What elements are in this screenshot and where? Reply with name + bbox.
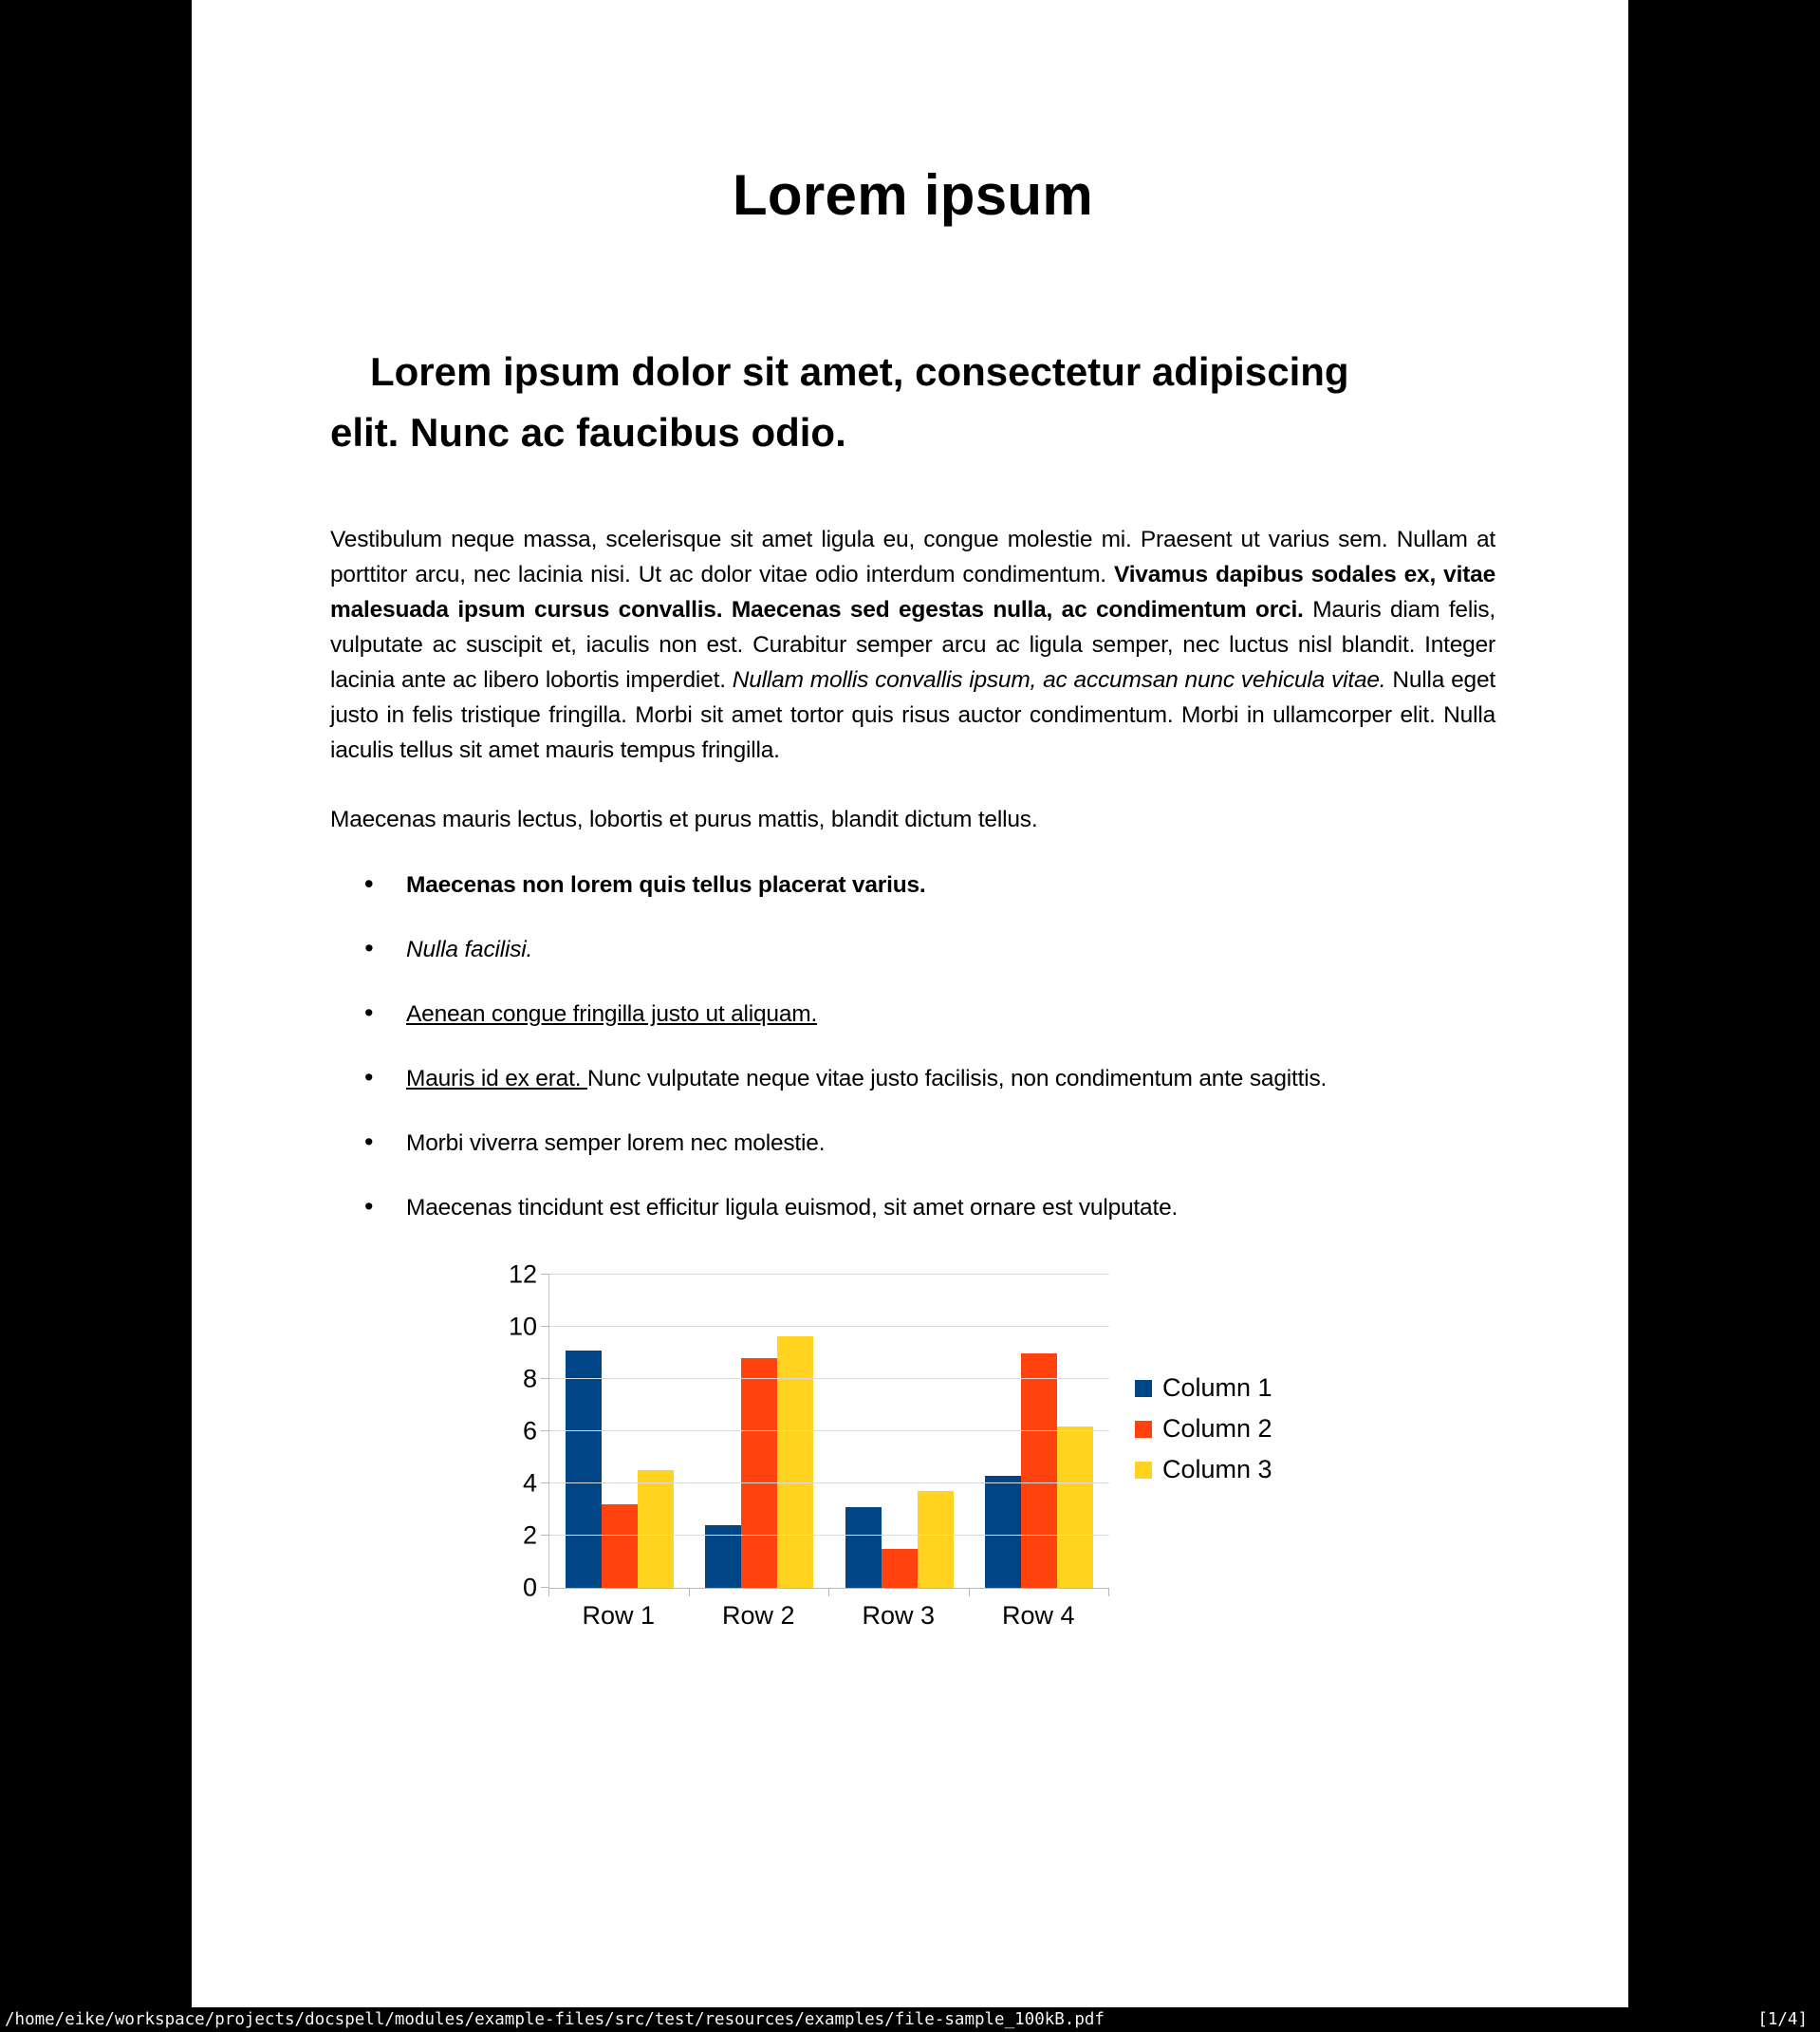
heading-line-2: elit. Nunc ac faucibus odio. bbox=[330, 410, 846, 455]
legend-entry bbox=[1135, 1373, 1272, 1403]
y-tick-mark bbox=[541, 1482, 549, 1483]
gridline bbox=[549, 1535, 1109, 1536]
bar bbox=[985, 1476, 1021, 1588]
bar bbox=[566, 1351, 602, 1588]
x-tick-label: Row 2 bbox=[721, 1601, 795, 1630]
y-tick-label: 8 bbox=[522, 1364, 537, 1393]
bar bbox=[882, 1549, 918, 1588]
x-tick-mark bbox=[548, 1588, 549, 1596]
paragraph-1-text: Nulla eget justo in felis tristique fringilla. Morbi sit amet tortor quis risus auctor condimentum. Morbi in ullamcorper elit. Nulla iaculis tellus sit amet mauris tempus fringilla. bbox=[330, 667, 1496, 763]
bar bbox=[741, 1358, 777, 1588]
y-tick-label: 4 bbox=[522, 1468, 537, 1498]
list-item bbox=[330, 1190, 1495, 1225]
list-item bbox=[330, 1061, 1495, 1096]
document-heading bbox=[330, 342, 1495, 463]
bullet-text: Maecenas tincidunt est efficitur ligula euismod, sit amet ornare est vulputate. bbox=[406, 1195, 1179, 1221]
y-tick-label: 12 bbox=[508, 1259, 537, 1289]
x-tick-mark bbox=[828, 1588, 829, 1596]
bullet-underlined-text: Aenean congue fringilla justo ut aliquam. bbox=[406, 1001, 818, 1027]
bar-group bbox=[829, 1491, 970, 1588]
legend-entry bbox=[1135, 1455, 1272, 1484]
y-tick-mark bbox=[541, 1535, 549, 1536]
paragraph-1-italic-text: Nullam mollis convallis ipsum, ac accumsan nunc vehicula vitae. bbox=[732, 667, 1393, 693]
legend-swatch bbox=[1135, 1380, 1152, 1397]
bullet-text: Nulla facilisi. bbox=[406, 937, 533, 962]
y-tick-mark bbox=[541, 1274, 549, 1275]
bar bbox=[1021, 1353, 1057, 1589]
y-tick-mark bbox=[541, 1430, 549, 1431]
status-file-path: /home/eike/workspace/projects/docspell/modules/example-files/src/test/resources/examples/file-sample_100kB.pdf bbox=[5, 2010, 1105, 2029]
bar bbox=[845, 1507, 882, 1588]
bullet-text: Maecenas non lorem quis tellus placerat varius. bbox=[406, 872, 926, 898]
bullet-underlined-text: Mauris id ex erat. bbox=[406, 1066, 587, 1091]
chart-bars bbox=[549, 1275, 1109, 1588]
gridline bbox=[549, 1378, 1109, 1379]
page-content bbox=[192, 161, 1628, 1654]
paragraph-1-text: Mauris diam felis, vulputate ac suscipit et, iaculis non est. Curabitur semper arcu ac ligula semper, nec luctus nisl blandit. Integer lacinia ante ac libero lobortis imperdiet. bbox=[330, 597, 1495, 693]
bullet-text: Morbi viverra semper lorem nec molestie. bbox=[406, 1130, 826, 1156]
list-item bbox=[330, 1126, 1495, 1161]
bar-group bbox=[970, 1353, 1110, 1589]
legend-entry bbox=[1135, 1414, 1272, 1444]
paragraph-1-bold-text: Vivamus dapibus sodales ex, vitae malesuada ipsum cursus convallis. Maecenas sed egestas nulla, ac condimentum orci. bbox=[330, 562, 1495, 623]
x-tick-mark bbox=[969, 1588, 970, 1596]
legend-swatch bbox=[1135, 1421, 1152, 1438]
bar-chart bbox=[501, 1259, 1308, 1654]
viewer-status-bar bbox=[0, 2007, 1820, 2032]
legend-label: Column 3 bbox=[1162, 1455, 1272, 1483]
chart-legend bbox=[1135, 1373, 1272, 1484]
gridline bbox=[549, 1274, 1109, 1275]
bar bbox=[1057, 1426, 1093, 1589]
bullet-list bbox=[330, 867, 1495, 1225]
list-item bbox=[330, 932, 1495, 967]
y-tick-label: 0 bbox=[522, 1573, 537, 1602]
bar-group bbox=[690, 1336, 830, 1588]
gridline bbox=[549, 1430, 1109, 1431]
bar bbox=[638, 1470, 674, 1588]
y-tick-label: 6 bbox=[522, 1416, 537, 1445]
legend-label: Column 1 bbox=[1162, 1373, 1272, 1402]
x-tick-mark bbox=[1108, 1588, 1109, 1596]
chart-y-axis bbox=[501, 1259, 548, 1602]
bar bbox=[777, 1336, 813, 1588]
x-tick-label: Row 3 bbox=[862, 1601, 936, 1630]
x-tick-label: Row 4 bbox=[1001, 1601, 1075, 1630]
legend-label: Column 2 bbox=[1162, 1414, 1272, 1443]
paragraph-1 bbox=[330, 522, 1495, 768]
y-tick-mark bbox=[541, 1326, 549, 1327]
paragraph-2: Maecenas mauris lectus, lobortis et purus mattis, blandit dictum tellus. bbox=[330, 807, 1038, 832]
y-tick-label: 10 bbox=[508, 1312, 537, 1341]
gridline bbox=[549, 1482, 1109, 1483]
list-item bbox=[330, 997, 1495, 1032]
bullet-text: Nunc vulputate neque vitae justo facilisis, non condimentum ante sagittis. bbox=[586, 1066, 1328, 1091]
chart-plot-area bbox=[548, 1275, 1109, 1589]
bar bbox=[602, 1504, 638, 1588]
legend-swatch bbox=[1135, 1462, 1152, 1479]
x-tick-label: Row 1 bbox=[582, 1601, 656, 1630]
x-tick-mark bbox=[689, 1588, 690, 1596]
status-page-indicator: [1/4] bbox=[1757, 2010, 1808, 2029]
y-tick-mark bbox=[541, 1378, 549, 1379]
document-title: Lorem ipsum bbox=[732, 163, 1094, 227]
pdf-page[interactable] bbox=[192, 0, 1628, 2007]
chart-x-axis-labels bbox=[548, 1601, 1108, 1631]
y-tick-label: 2 bbox=[522, 1520, 537, 1550]
bar bbox=[918, 1491, 954, 1588]
heading-line-1: Lorem ipsum dolor sit amet, consectetur adipiscing bbox=[370, 349, 1349, 394]
paragraph-1-text: Vestibulum neque massa, scelerisque sit amet ligula eu, congue molestie mi. Praesent ut varius sem. Nullam at porttitor arcu, nec lacinia nisi. Ut ac dolor vitae odio interdum condimentum. bbox=[330, 527, 1495, 587]
gridline bbox=[549, 1326, 1109, 1327]
list-item bbox=[330, 867, 1495, 903]
bar-group bbox=[549, 1351, 690, 1588]
